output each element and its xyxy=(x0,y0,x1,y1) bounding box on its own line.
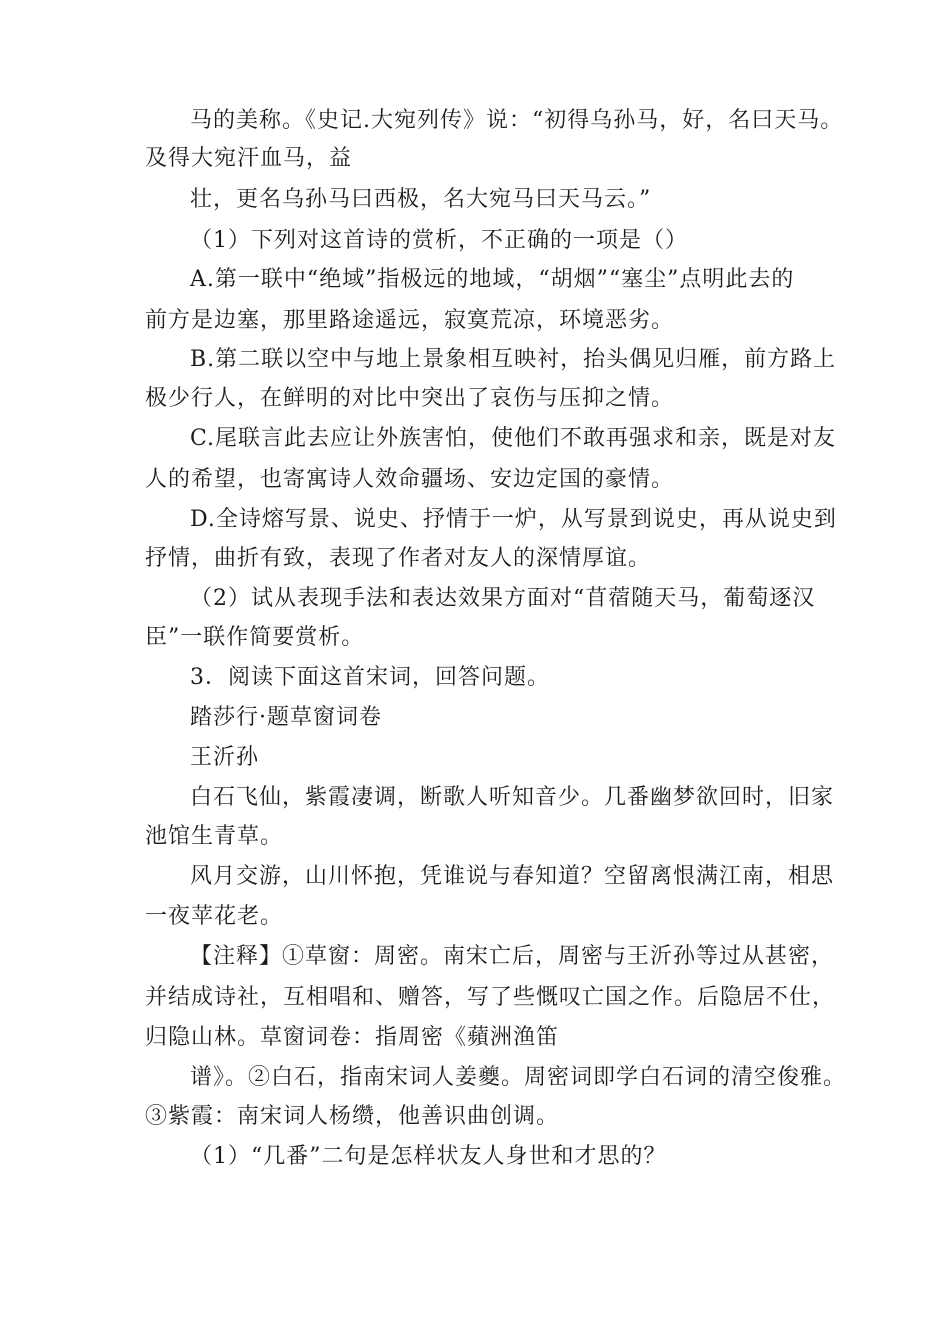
annotation-line: ③紫霞：南宋词人杨缵，他善识曲创调。 xyxy=(145,1104,560,1129)
annotation-line: 并结成诗社，互相唱和、赠答，写了些慨叹亡国之作。后隐居不仕， xyxy=(145,985,836,1010)
text-line: 臣”一联作简要赏析。 xyxy=(145,625,365,650)
text-line: 马的美称。《史记.大宛列传》说：“初得乌孙马，好，名曰天马。 xyxy=(190,108,844,133)
text-line: 壮，更名乌孙马曰西极，名大宛马曰天马云。” xyxy=(190,187,652,212)
text-line: 极少行人，在鲜明的对比中突出了哀伤与压抑之情。 xyxy=(145,386,675,411)
annotation-line: 谱》。②白石，指南宋词人姜夔。周密词即学白石词的清空俊雅。 xyxy=(190,1065,847,1090)
question-2: （2）试从表现手法和表达效果方面对“苜蓿随天马，葡萄逐汉 xyxy=(190,586,816,611)
question-3-1: （1）“几番”二句是怎样状友人身世和才思的？ xyxy=(190,1144,667,1169)
text-line: 抒情，曲折有致，表现了作者对友人的深情厚谊。 xyxy=(145,546,652,571)
poem-title: 踏莎行·题草窗词卷 xyxy=(190,705,382,730)
poem-line: 一夜苹花老。 xyxy=(145,904,284,929)
poem-author: 王沂孙 xyxy=(190,745,260,770)
text-line: 及得大宛汗血马，益 xyxy=(145,146,353,171)
option-c: C.尾联言此去应让外族害怕，使他们不敢再强求和亲，既是对友 xyxy=(190,426,837,451)
annotation-line: 归隐山林。草窗词卷：指周密《蘋洲渔笛 xyxy=(145,1025,560,1050)
text-line: 前方是边塞，那里路途遥远，寂寞荒凉，环境恶劣。 xyxy=(145,308,675,333)
annotation: 【注释】①草窗：周密。南宋亡后，周密与王沂孙等过从甚密， xyxy=(190,944,835,969)
poem-line: 池馆生青草。 xyxy=(145,824,284,849)
poem-line: 风月交游，山川怀抱，凭谁说与春知道？空留离恨满江南，相思 xyxy=(190,864,835,889)
option-d: D.全诗熔写景、说史、抒情于一炉，从写景到说史，再从说史到 xyxy=(190,507,837,532)
section-3-heading: 3．阅读下面这首宋词，回答问题。 xyxy=(190,665,550,690)
option-b: B.第二联以空中与地上景象相互映衬，抬头偶见归雁，前方路上 xyxy=(190,347,837,372)
text-line: 人的希望，也寄寓诗人效命疆场、安边定国的豪情。 xyxy=(145,467,675,492)
option-a: A.第一联中“绝域”指极远的地域，“胡烟”“塞尘”点明此去的 xyxy=(190,267,795,292)
question-1: （1）下列对这首诗的赏析，不正确的一项是（） xyxy=(190,228,688,253)
poem-line: 白石飞仙，紫霞凄调，断歌人听知音少。几番幽梦欲回时，旧家 xyxy=(190,785,835,810)
